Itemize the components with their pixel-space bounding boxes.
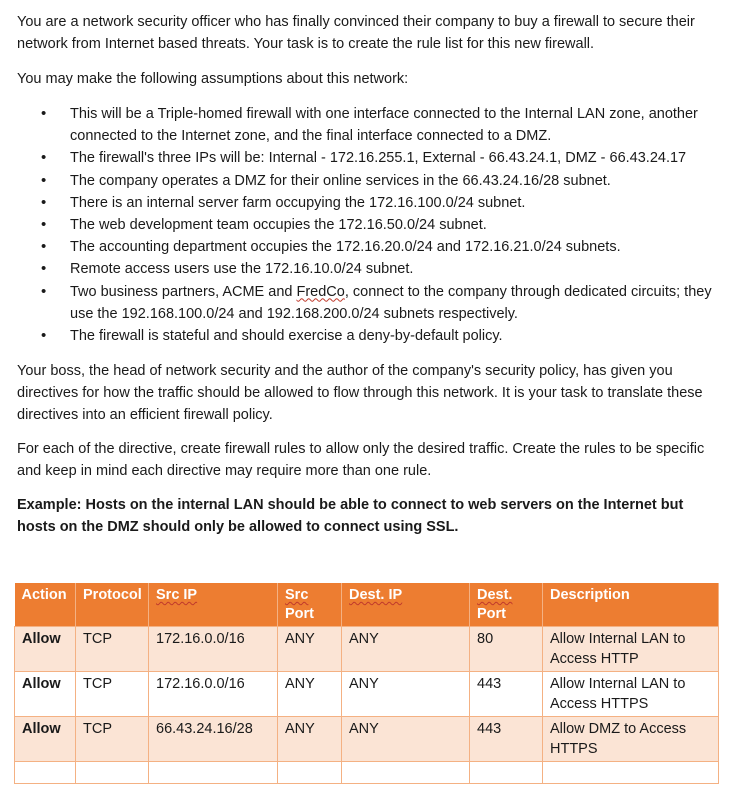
- empty-cell: [76, 762, 149, 784]
- header-src-ip: [149, 583, 278, 627]
- header-dest-port-line1: Dest.: [477, 587, 513, 603]
- empty-cell: [15, 762, 76, 784]
- empty-cell: [149, 762, 278, 784]
- assumptions-list: [17, 103, 717, 347]
- header-action: Action: [15, 583, 76, 627]
- intro-paragraph: You are a network security officer who has finally convinced their company to buy a firewall to secure their network from Internet based threats. Your task is to create the rule list for this new firewall.: [17, 14, 695, 52]
- header-src-port: [278, 583, 342, 627]
- cell-dest-port: 443: [470, 717, 543, 762]
- cell-dest-port: 443: [470, 672, 543, 717]
- cell-protocol: TCP: [76, 717, 149, 762]
- cell-description: Allow Internal LAN to Access HTTP: [543, 627, 719, 672]
- list-item: • The firewall is stateful and should exercise a deny-by-default policy.: [17, 325, 717, 347]
- cell-description: Allow Internal LAN to Access HTTPS: [543, 672, 719, 717]
- cell-action: Allow: [15, 672, 76, 717]
- cell-protocol: TCP: [76, 672, 149, 717]
- cell-dest-ip: ANY: [342, 672, 470, 717]
- list-item: • The firewall's three IPs will be: Internal - 172.16.255.1, External - 66.43.24.1, DMZ - 66.43.24.17: [17, 147, 717, 169]
- list-item: • This will be a Triple-homed firewall with one interface connected to the Internal LAN zone, another connected to the Internet zone, and the final interface connected to a DMZ.: [17, 103, 717, 147]
- directive-paragraph: For each of the directive, create firewall rules to allow only the desired traffic. Create the rules to be specific and keep in mind each directive may require more than one rule.: [17, 441, 705, 479]
- cell-action: Allow: [15, 717, 76, 762]
- header-description: Description: [543, 583, 719, 627]
- cell-description: Allow DMZ to Access HTTPS: [543, 717, 719, 762]
- list-item: • There is an internal server farm occupying the 172.16.100.0/24 subnet.: [17, 192, 717, 214]
- partners-text-before: Two business partners, ACME and: [70, 283, 297, 300]
- table-row: [15, 627, 719, 672]
- cell-dest-ip: ANY: [342, 627, 470, 672]
- cell-action: Allow: [15, 627, 76, 672]
- firewall-rules-table: [14, 583, 719, 784]
- empty-cell: [342, 762, 470, 784]
- spellcheck-marked-word: FredCo: [296, 283, 345, 300]
- empty-cell: [543, 762, 719, 784]
- header-src-port-line2: Port: [285, 606, 314, 622]
- list-item: • The accounting department occupies the 172.16.20.0/24 and 172.16.21.0/24 subnets.: [17, 236, 717, 258]
- empty-table-row: [15, 762, 719, 784]
- assumptions-heading: You may make the following assumptions about this network:: [17, 71, 409, 87]
- cell-src-port: ANY: [278, 672, 342, 717]
- list-item: [17, 281, 717, 325]
- table-row: [15, 717, 719, 762]
- cell-src-port: ANY: [278, 627, 342, 672]
- header-src-ip-label: Src IP: [156, 587, 198, 603]
- empty-cell: [278, 762, 342, 784]
- header-dest-ip: [342, 583, 470, 627]
- header-dest-ip-label: Dest. IP: [349, 587, 403, 603]
- header-dest-port-line2: Port: [477, 606, 506, 622]
- cell-src-ip: 66.43.24.16/28: [149, 717, 278, 762]
- header-dest-port: [470, 583, 543, 627]
- list-item: • The company operates a DMZ for their online services in the 66.43.24.16/28 subnet.: [17, 170, 717, 192]
- cell-src-ip: 172.16.0.0/16: [149, 627, 278, 672]
- list-item: • The web development team occupies the 172.16.50.0/24 subnet.: [17, 214, 717, 236]
- table-row: [15, 672, 719, 717]
- boss-paragraph: Your boss, the head of network security and the author of the company's security policy, has given you directives for how the traffic should be allowed to flow through this network. It is your task to translate these directives into an efficient firewall policy.: [17, 363, 703, 423]
- table-header-row: [15, 583, 719, 627]
- header-protocol: Protocol: [76, 583, 149, 627]
- cell-src-ip: 172.16.0.0/16: [149, 672, 278, 717]
- cell-src-port: ANY: [278, 717, 342, 762]
- cell-dest-port: 80: [470, 627, 543, 672]
- empty-cell: [470, 762, 543, 784]
- cell-protocol: TCP: [76, 627, 149, 672]
- cell-dest-ip: ANY: [342, 717, 470, 762]
- example-paragraph: Example: Hosts on the internal LAN should be able to connect to web servers on the Internet but hosts on the DMZ should only be allowed to connect using SSL.: [17, 497, 684, 535]
- list-item: • Remote access users use the 172.16.10.0/24 subnet.: [17, 258, 717, 280]
- header-src-port-line1: Src: [285, 587, 309, 603]
- partners-text-after: , connect to the company through dedicated circuits; they use the 192.168.100.0/24 and 192.168.200.0/24 subnets respectively.: [70, 283, 712, 322]
